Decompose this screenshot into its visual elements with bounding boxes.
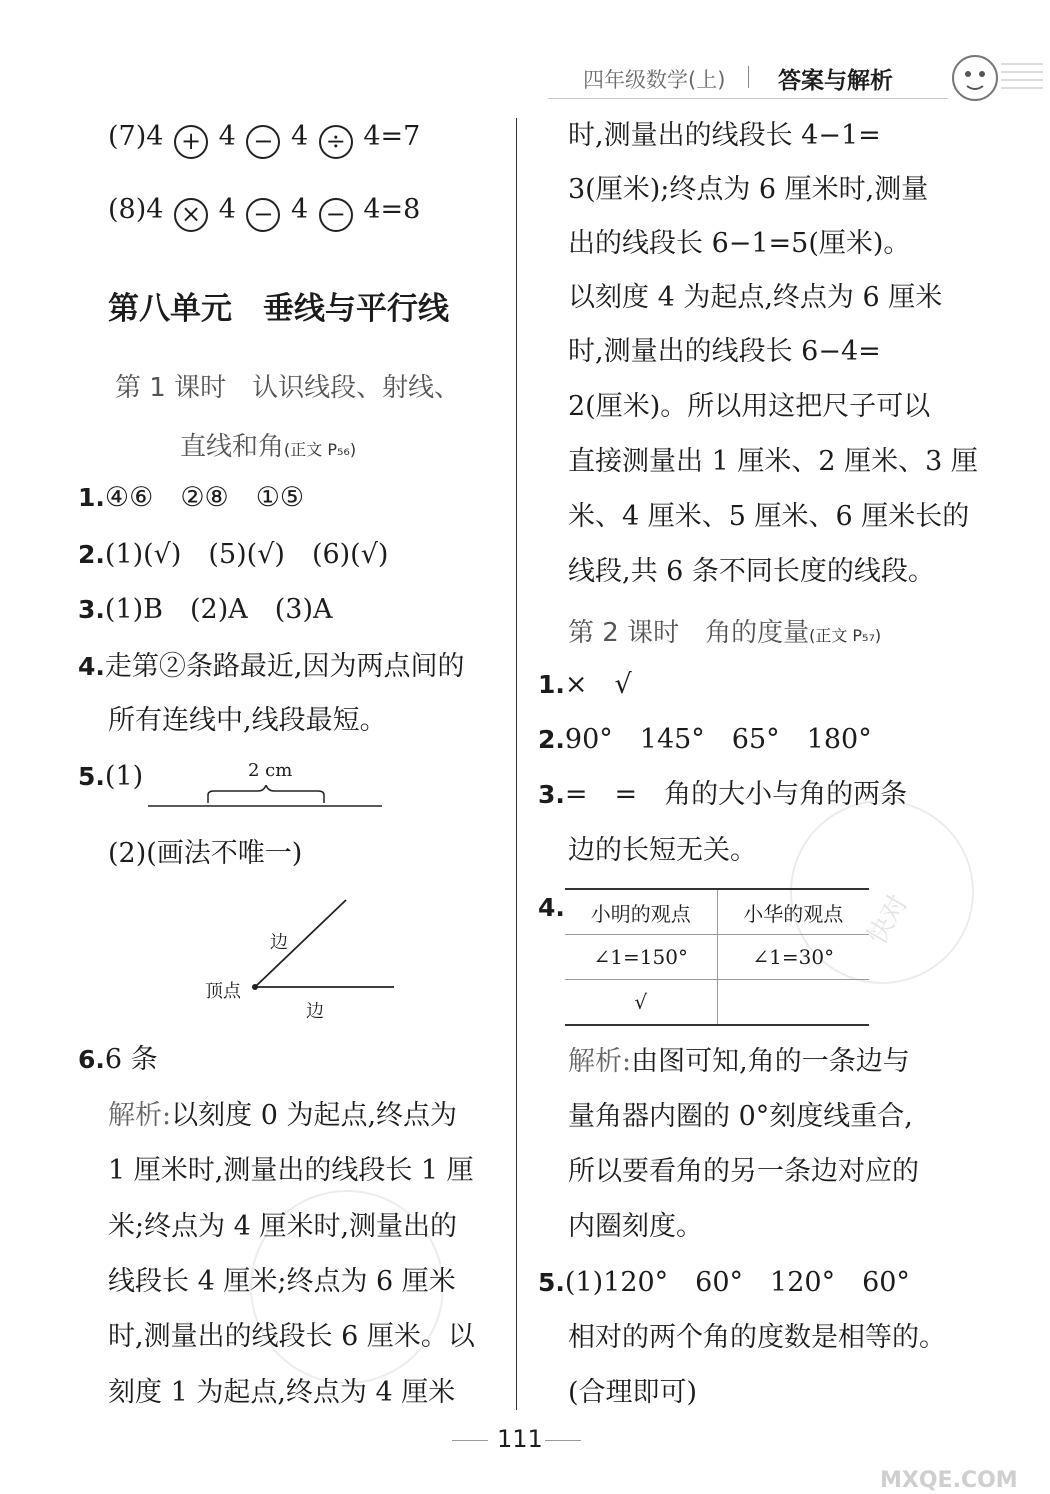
analysis-line: 解析:以刻度 0 为起点,终点为	[108, 1100, 458, 1131]
table-header-cell: 小明的观点	[565, 889, 717, 935]
analysis-cont-line: 米、4 厘米、5 厘米、6 厘米长的	[568, 501, 970, 532]
table-row	[565, 935, 869, 980]
answer-6: 6.6 条	[78, 1044, 158, 1075]
table-cell: ∠1=30°	[717, 935, 869, 980]
answer-3: 3.(1)B (2)A (3)A	[78, 594, 333, 625]
header-separator	[748, 66, 749, 88]
page-number: 111	[497, 1425, 543, 1453]
answer-5: 5.(1)120° 60° 120° 60°	[538, 1267, 910, 1298]
header-subject: 四年级数学(上)	[583, 68, 726, 92]
answer-2: 2.(1)(√) (5)(√) (6)(√)	[78, 539, 389, 570]
analysis-line: 米;终点为 4 厘米时,测量出的	[108, 1211, 458, 1242]
analysis-line: 解析:由图可知,角的一条边与	[568, 1046, 910, 1077]
analysis-line: 内圈刻度。	[568, 1211, 703, 1242]
table-cell: √	[565, 980, 717, 1026]
segment-diagram	[148, 785, 384, 809]
answer-4: 4.走第②条路最近,因为两点间的	[78, 651, 465, 682]
angle-vertex-label: 顶点	[205, 981, 241, 1002]
answer-4-cont: 所有连线中,线段最短。	[108, 705, 387, 736]
page-number-rule	[545, 1440, 581, 1441]
angle-side-label: 边	[270, 932, 288, 953]
analysis-cont-line: 线段,共 6 条不同长度的线段。	[568, 556, 935, 587]
analysis-cont-line: 2(厘米)。所以用这把尺子可以	[568, 391, 931, 422]
analysis-cont-line: 出的线段长 6−1=5(厘米)。	[568, 228, 911, 259]
analysis-cont-line: 以刻度 4 为起点,终点为 6 厘米	[568, 282, 943, 313]
answer-3: 3.= = 角的大小与角的两条	[538, 779, 908, 810]
equation-7: (7)4 + 4 − 4 ÷ 4=7	[108, 117, 420, 159]
analysis-line: 所以要看角的另一条边对应的	[568, 1156, 919, 1187]
answer-3-cont: 边的长短无关。	[568, 835, 757, 866]
answer-2: 2.90° 145° 65° 180°	[538, 724, 872, 755]
table-row	[565, 980, 869, 1026]
analysis-cont-line: 直接测量出 1 厘米、2 厘米、3 厘	[568, 446, 978, 477]
answer-1: 1.④⑥ ②⑧ ①⑤	[78, 482, 305, 513]
angle-side-label: 边	[306, 1001, 324, 1022]
viewpoint-table	[565, 888, 869, 1026]
segment-label: 2 cm	[248, 760, 293, 781]
analysis-cont-line: 时,测量出的线段长 4−1=	[568, 120, 881, 151]
table-header-cell: 小华的观点	[717, 889, 869, 935]
answer-5-note: (合理即可)	[568, 1377, 698, 1408]
watermark-text: 快对	[862, 889, 915, 950]
answer-5-cont: 相对的两个角的度数是相等的。	[568, 1322, 946, 1353]
column-divider	[516, 118, 517, 1410]
lesson-1-ref: (正文 P₅₆)	[284, 440, 357, 459]
answer-5-part2: (2)(画法不唯一)	[108, 838, 303, 869]
mascot-icon	[935, 40, 1045, 110]
lesson-2-title: 第 2 课时 角的度量(正文 P₅₇)	[568, 618, 882, 648]
header-title: 答案与解析	[778, 68, 893, 94]
table-header-row	[565, 889, 869, 935]
page-number-rule	[452, 1440, 488, 1441]
analysis-line: 量角器内圈的 0°刻度线重合,	[568, 1101, 913, 1132]
equation-8: (8)4 × 4 − 4 − 4=8	[108, 190, 420, 232]
lesson-1-title: 第 1 课时 认识线段、射线、	[115, 373, 461, 403]
table-cell: ∠1=150°	[565, 935, 717, 980]
analysis-cont-line: 3(厘米);终点为 6 厘米时,测量	[568, 174, 929, 205]
site-watermark: MXQE.COM	[880, 1468, 1018, 1493]
answer-4-number: 4.	[538, 893, 565, 922]
answer-5: 5.(1)	[78, 761, 144, 792]
analysis-cont-line: 时,测量出的线段长 6−4=	[568, 336, 881, 367]
table-cell	[717, 980, 869, 1026]
analysis-line: 刻度 1 为起点,终点为 4 厘米	[108, 1377, 456, 1408]
analysis-line: 线段长 4 厘米;终点为 6 厘米	[108, 1266, 456, 1297]
answer-1: 1.× √	[538, 669, 632, 700]
lesson-1-subtitle: 直线和角(正文 P₅₆)	[180, 432, 357, 462]
header-rule	[548, 98, 948, 99]
unit-title: 第八单元 垂线与平行线	[108, 291, 449, 327]
analysis-line: 1 厘米时,测量出的线段长 1 厘	[108, 1155, 474, 1186]
analysis-line: 时,测量出的线段长 6 厘米。以	[108, 1321, 475, 1352]
lesson-2-ref: (正文 P₅₇)	[809, 626, 882, 645]
